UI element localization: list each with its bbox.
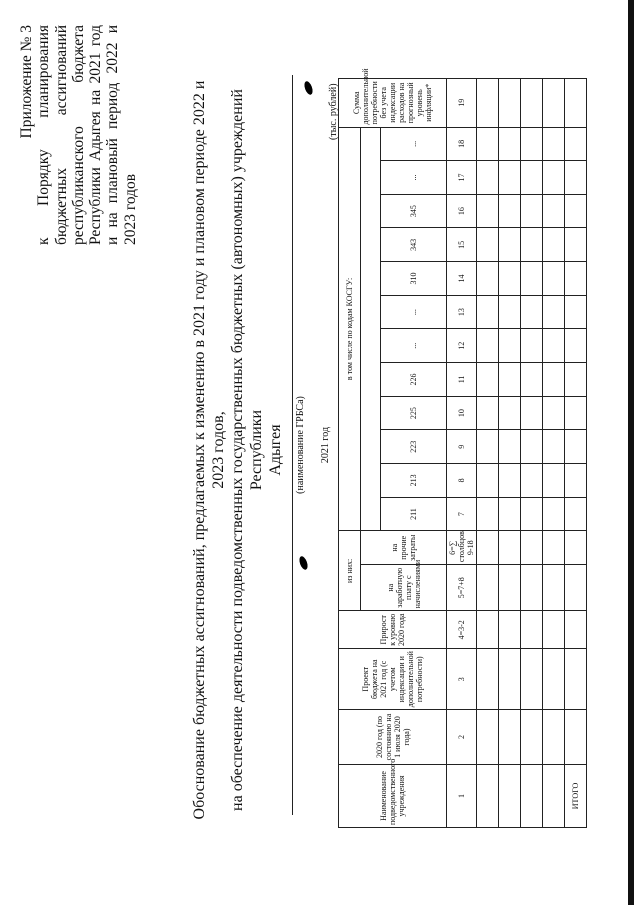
scan-edge-bar [628,0,634,905]
total-label: ИТОГО [565,764,587,827]
total-row [565,79,587,828]
kosgu-code: ... [381,161,447,195]
column-number: 16 [447,194,477,228]
column-number: 8 [447,464,477,498]
kosgu-code: 213 [381,464,447,498]
year-label: 2021 год [320,426,331,464]
column-number: 17 [447,161,477,195]
table-row [543,79,565,828]
kosgu-code: 225 [381,396,447,430]
column-number: 7 [447,497,477,531]
kosgu-code: 226 [381,363,447,397]
column-number: 10 [447,396,477,430]
column-number-row [447,79,477,828]
annex-block [18,25,139,245]
column-number: 5=7+8 [447,565,477,611]
table-row [499,79,521,828]
table-row [477,79,499,828]
kosgu-code: 310 [381,262,447,296]
column-number: 14 [447,262,477,296]
units-label: (тыс. рублей) [328,83,339,140]
kosgu-code: 223 [381,430,447,464]
column-number: 2 [447,710,477,765]
annex-body: к Порядку планирования бюджетных ассигнований республиканского бюджета Республики Адыгея на 2021 год и на плановый период 2022 и 2023 годов [35,25,139,245]
column-number: 12 [447,329,477,363]
heading-line: Адыгея [267,424,284,476]
header-growth: Прирост к уровню 2020 года [339,611,447,649]
kosgu-code: 343 [381,228,447,262]
header-of-which: из них: [339,531,361,611]
header-2020: 2020 год (по состоянию на 1 июля 2020 года) [339,710,447,765]
grbs-underline [292,75,293,815]
column-number: 13 [447,295,477,329]
kosgu-code: ... [381,295,447,329]
column-number: 9 [447,430,477,464]
kosgu-code: 345 [381,194,447,228]
kosgu-code: ... [381,127,447,161]
column-number: 19 [447,79,477,128]
grbs-caption: (наименование ГРБСа) [295,396,306,494]
header-additional: Сумма дополнительной потребности без учета индексации расходов на прогнозный уровень инфляции* [339,79,447,128]
column-number: 3 [447,649,477,710]
column-number: 1 [447,764,477,827]
header-project-2021: Проект бюджета на 2021 год (с учетом индексации и дополнительной потребности) [339,649,447,710]
column-number: 11 [447,363,477,397]
header-kosgu: в том числе по кодам КОСГУ: [339,127,361,531]
annex-title: Приложение № 3 [18,25,35,139]
column-number: 6=∑ столбцов 9-18 [447,531,477,565]
document-heading [190,80,285,820]
heading-line: Обоснование бюджетных ассигнований, предлагаемых к изменению в 2021 году и плановом периоде 2022 и 2023 годов, [191,80,227,820]
kosgu-code: ... [381,329,447,363]
header-name: Наименование подведомственного учреждения [339,764,447,827]
column-number: 15 [447,228,477,262]
header-other: на прочие затраты [361,531,447,565]
header-salary: на заработную плату с начислениями [361,565,447,611]
column-number: 18 [447,127,477,161]
table-row [521,79,543,828]
kosgu-code: 211 [381,497,447,531]
column-number: 4=3-2 [447,611,477,649]
budget-table [338,68,587,828]
heading-line: на обеспечение деятельности подведомственных государственных бюджетных (автономных) учреждений Республики [229,89,265,811]
